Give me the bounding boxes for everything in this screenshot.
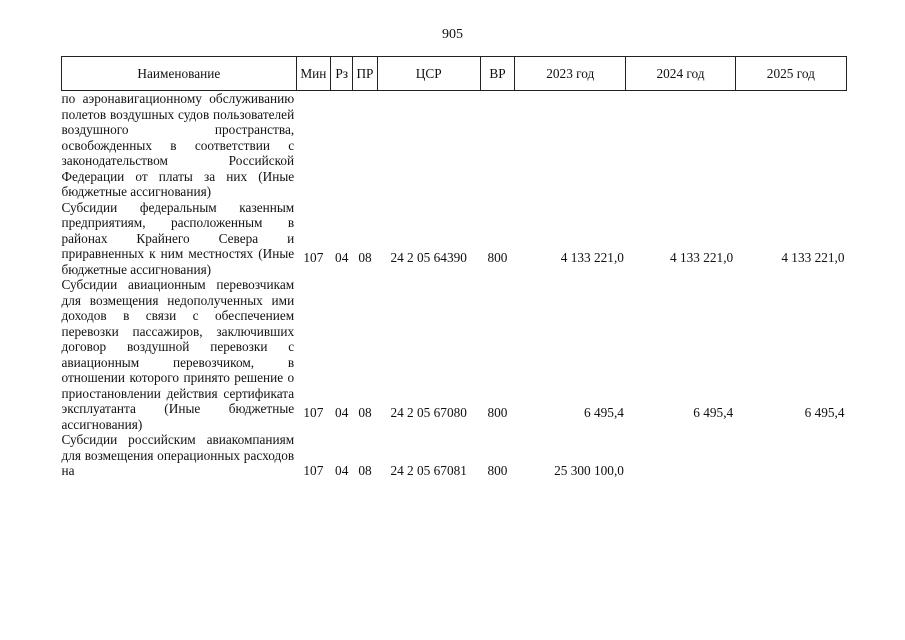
header-vr: ВР: [480, 57, 514, 91]
table-row: [62, 277, 847, 432]
row-2024: [626, 91, 735, 200]
header-2023: 2023 год: [515, 57, 626, 91]
table-row: [62, 432, 847, 479]
header-rz: Рз: [331, 57, 353, 91]
row-pr: [353, 91, 377, 200]
row-2024: 6 495,4: [693, 404, 734, 420]
row-csr: [377, 91, 480, 200]
row-name: Субсидии российским авиакомпаниям для возмещения операционных расходов на: [61, 432, 295, 478]
budget-table: [61, 56, 847, 479]
row-2023: 6 495,4: [584, 404, 624, 420]
header-pr: ПР: [353, 57, 377, 91]
row-2024: 4 133 221,0: [670, 249, 734, 265]
row-2024: [626, 432, 735, 479]
row-2025: [735, 91, 846, 200]
row-min: 107: [303, 249, 324, 265]
row-rz: 04: [335, 463, 349, 478]
header-min: Мин: [296, 57, 330, 91]
header-name: Наименование: [62, 57, 297, 91]
row-min: [296, 91, 330, 200]
row-csr: 24 2 05 64390: [390, 249, 467, 265]
table-row: [62, 91, 847, 200]
row-pr: 08: [358, 249, 372, 265]
row-pr: 08: [358, 463, 372, 478]
row-vr: 800: [487, 249, 508, 265]
row-rz: 04: [335, 249, 349, 265]
row-vr: 800: [487, 404, 508, 420]
row-rz: 04: [335, 404, 349, 420]
row-name: по аэронавигационному обслуживанию полетов воздушных судов пользователей воздушного пространства, освобожденных в соответствии с законодательством Российской Федерации от платы за них (Иные бюджетные ассигнования): [61, 91, 295, 199]
row-vr: 800: [487, 463, 508, 478]
header-csr: ЦСР: [377, 57, 480, 91]
row-name: Субсидии федеральным казенным предприятиям, расположенным в районах Крайнего Севера и приравненных к ним местностях (Иные бюджетные ассигнования): [61, 199, 295, 277]
row-pr: 08: [358, 404, 372, 420]
table-header-row: [62, 57, 847, 91]
row-2025: 4 133 221,0: [781, 249, 845, 265]
row-2023: [515, 91, 626, 200]
row-csr: 24 2 05 67080: [390, 404, 467, 420]
row-csr: 24 2 05 67081: [390, 463, 467, 478]
row-name: Субсидии авиационным перевозчикам для возмещения недополученных ими доходов в связи с обеспечением перевозки пассажиров, заключивших договор воздушной перевозки с авиационным перевозчиком, в отношении которого принято решение о приостановлении действия сертификата эксплуатанта (Иные бюджетные ассигнования): [61, 277, 295, 432]
row-2023: 4 133 221,0: [560, 249, 624, 265]
row-2025: [735, 432, 846, 479]
row-2025: 6 495,4: [804, 404, 845, 420]
header-2024: 2024 год: [626, 57, 735, 91]
row-vr: [480, 91, 514, 200]
page-number: 905: [442, 27, 463, 42]
table-row: [62, 200, 847, 278]
row-rz: [331, 91, 353, 200]
row-min: 107: [303, 463, 324, 478]
row-2023: 25 300 100,0: [554, 463, 624, 478]
row-min: 107: [303, 404, 324, 420]
header-2025: 2025 год: [735, 57, 846, 91]
